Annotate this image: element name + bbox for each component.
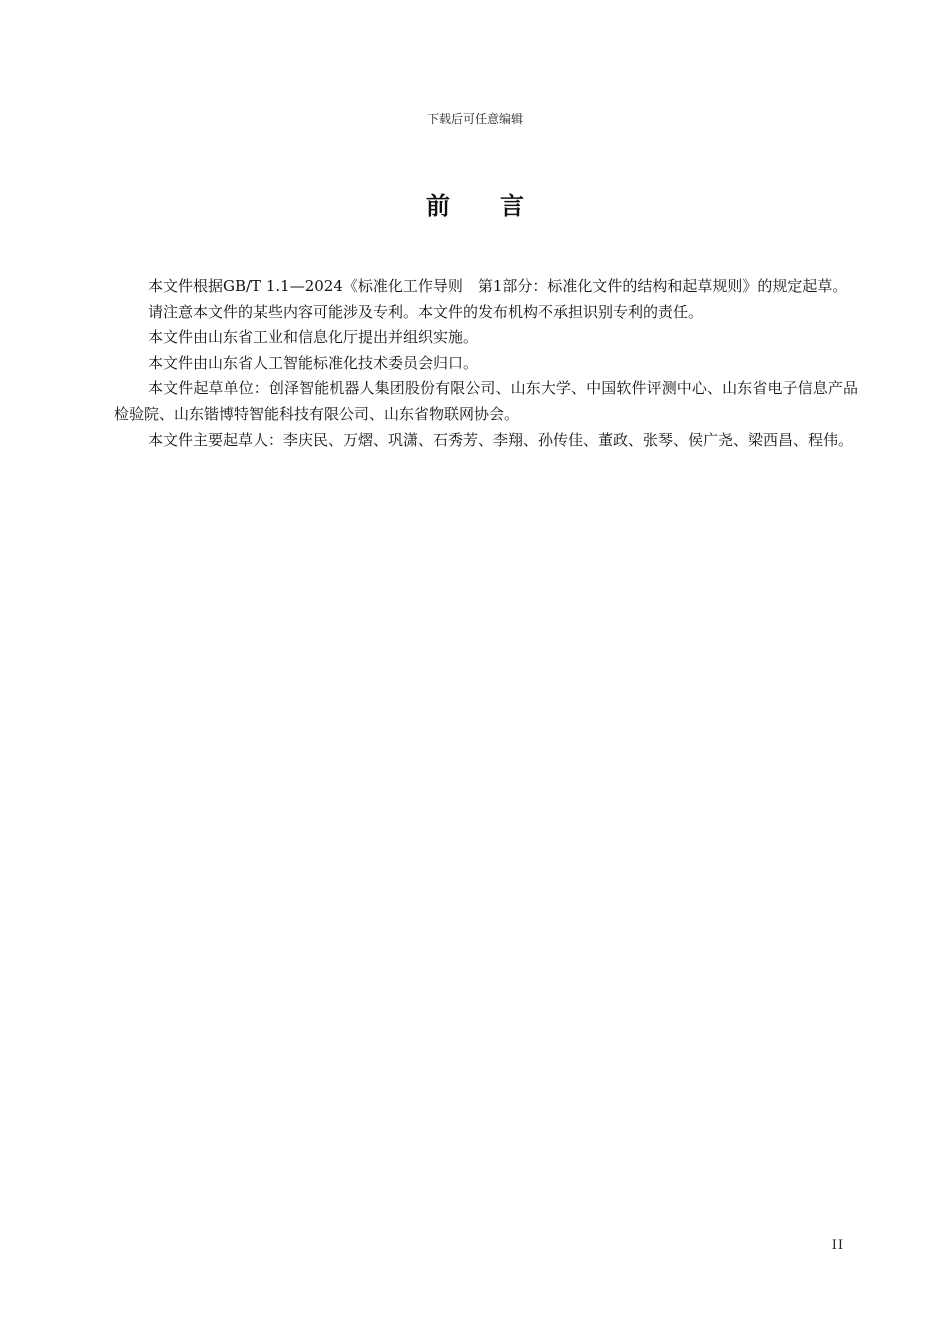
page-title-left: 前 bbox=[426, 192, 450, 220]
paragraph-proposer: 本文件由山东省工业和信息化厅提出并组织实施。 bbox=[148, 328, 479, 347]
page-title-right: 言 bbox=[500, 192, 524, 220]
paragraph-technical-committee: 本文件由山东省人工智能标准化技术委员会归口。 bbox=[148, 353, 479, 372]
page-number: II bbox=[831, 1238, 844, 1253]
page-title bbox=[0, 190, 950, 222]
foreword-body bbox=[114, 274, 858, 453]
paragraph-standard-basis: 本文件根据GB/T 1.1—2024《标准化工作导则 第1部分：标准化文件的结构和起草规则》的规定起草。 bbox=[148, 277, 848, 295]
header-note: 下载后可任意编辑 bbox=[426, 112, 523, 126]
paragraph-drafting-units: 本文件起草单位：创泽智能机器人集团股份有限公司、山东大学、中国软件评测中心、山东省电子信息产品检验院、山东锴博特智能科技有限公司、山东省物联网协会。 bbox=[114, 379, 858, 423]
paragraph-patent-notice: 请注意本文件的某些内容可能涉及专利。本文件的发布机构不承担识别专利的责任。 bbox=[148, 302, 704, 321]
paragraph-drafters: 本文件主要起草人：李庆民、万熠、巩潇、石秀芳、李翔、孙传佳、董政、张琴、侯广尧、梁西昌、程伟。 bbox=[148, 430, 854, 449]
